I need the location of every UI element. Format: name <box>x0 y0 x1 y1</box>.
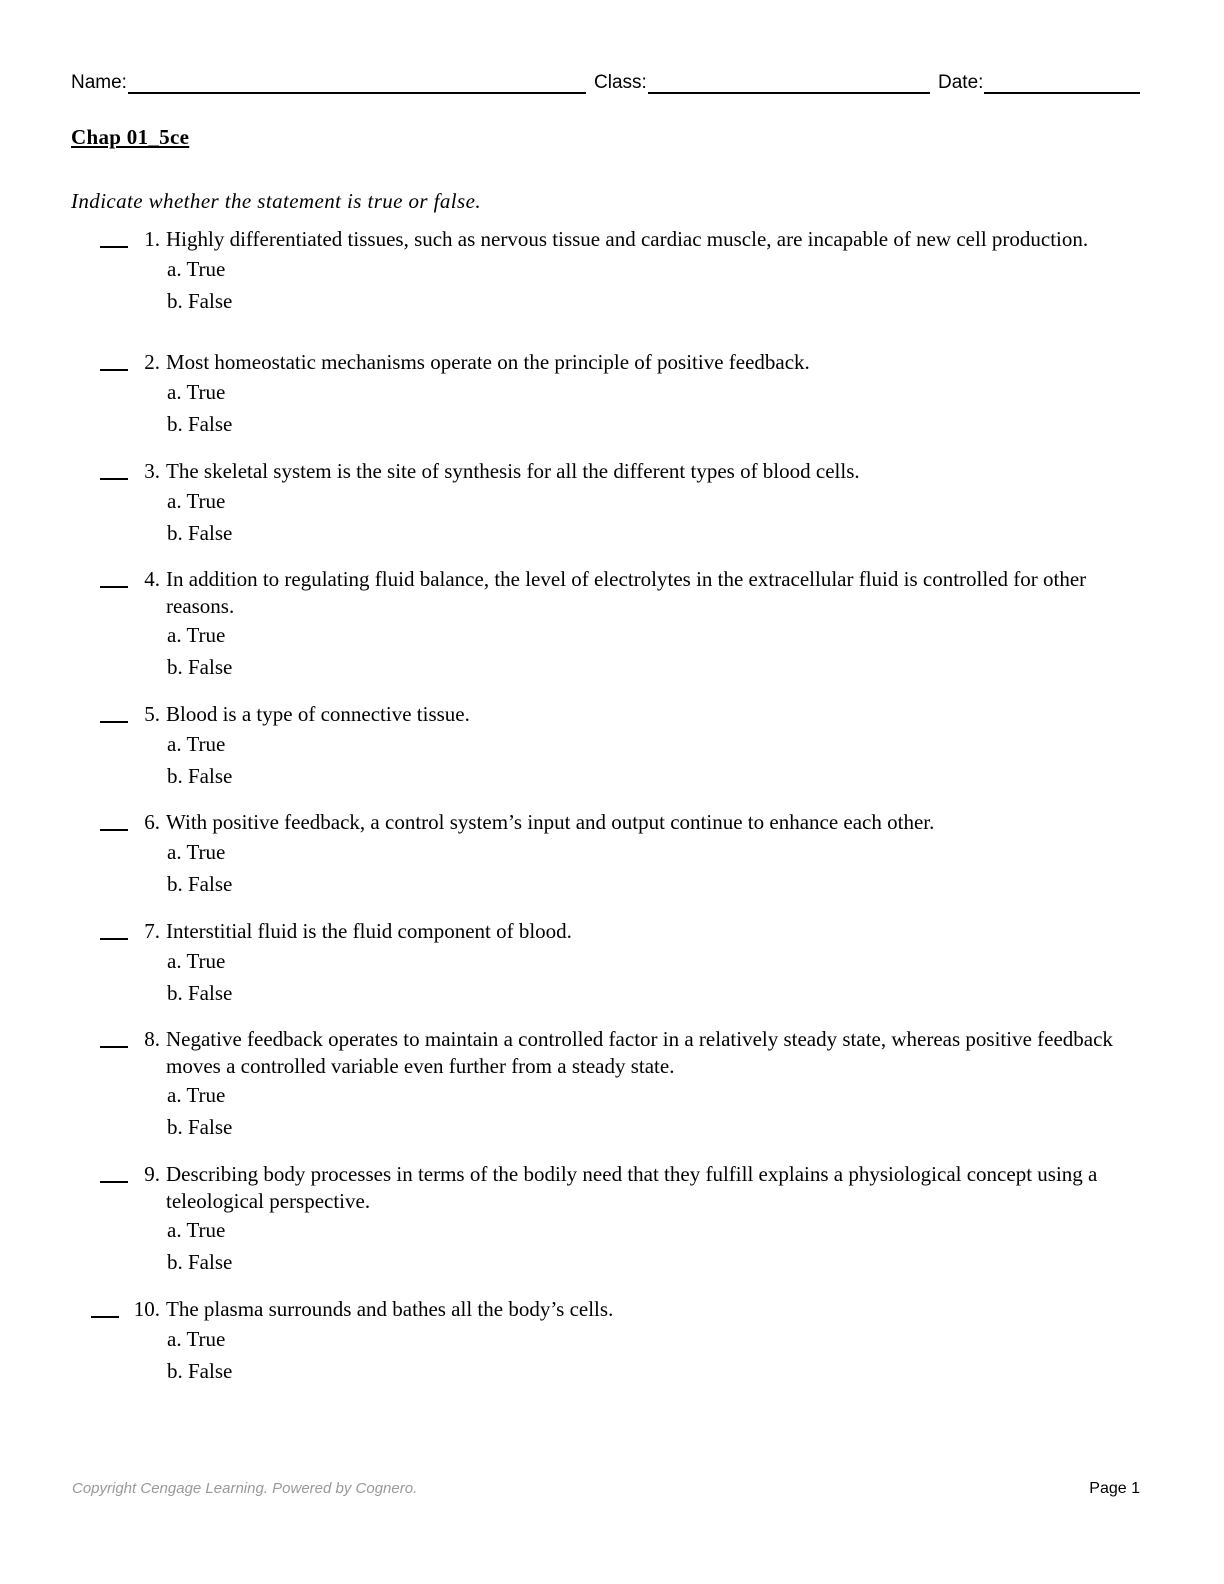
question-number: 2. <box>144 350 160 374</box>
option-false: b. False <box>167 872 233 896</box>
question-stem: The plasma surrounds and bathes all the body’s cells. <box>166 1297 614 1321</box>
question-number: 8. <box>144 1027 160 1051</box>
question-number: 3. <box>144 459 160 483</box>
name-line[interactable] <box>128 70 586 94</box>
question-stem: Highly differentiated tissues, such as nervous tissue and cardiac muscle, are incapable of new cell production. <box>166 227 1089 251</box>
option-true: a. True <box>167 489 226 513</box>
option-false: b. False <box>167 1359 233 1383</box>
header-fields <box>71 70 1141 100</box>
option-true: a. True <box>167 257 226 281</box>
option-false: b. False <box>167 289 233 313</box>
page-number: Page 1 <box>1089 1480 1140 1497</box>
name-field[interactable] <box>71 70 586 94</box>
question-number: 9. <box>144 1162 160 1186</box>
option-true: a. True <box>167 1083 226 1107</box>
question-stem: Interstitial fluid is the fluid component of blood. <box>166 919 572 943</box>
question-stem: Blood is a type of connective tissue. <box>166 702 470 726</box>
option-true: a. True <box>167 1218 226 1242</box>
option-false: b. False <box>167 764 233 788</box>
question-number: 1. <box>144 227 160 251</box>
class-field[interactable] <box>594 70 930 94</box>
date-label: Date: <box>938 72 984 93</box>
question-number: 10. <box>133 1297 160 1321</box>
instructions: Indicate whether the statement is true or false. <box>71 189 481 213</box>
option-true: a. True <box>167 380 226 404</box>
option-false: b. False <box>167 412 233 436</box>
question-number: 7. <box>144 919 160 943</box>
option-true: a. True <box>167 623 226 647</box>
question-number: 5. <box>144 702 160 726</box>
date-field[interactable] <box>938 70 1140 94</box>
option-false: b. False <box>167 655 233 679</box>
class-line[interactable] <box>648 70 930 94</box>
question-stem: Negative feedback operates to maintain a controlled factor in a relatively steady state, whereas positive feedback moves a controlled variable even further from a steady state. <box>166 1027 1113 1078</box>
option-true: a. True <box>167 840 226 864</box>
page-title: Chap 01_5ce <box>71 125 190 149</box>
option-false: b. False <box>167 1250 233 1274</box>
question-stem: In addition to regulating fluid balance, the level of electrolytes in the extracellular fluid is controlled for other reasons. <box>166 567 1087 618</box>
question-stem: Describing body processes in terms of the bodily need that they fulfill explains a physiological concept using a teleological perspective. <box>166 1162 1098 1213</box>
question-number: 6. <box>144 810 160 834</box>
option-true: a. True <box>167 732 226 756</box>
question-stem: With positive feedback, a control system’s input and output continue to enhance each other. <box>166 810 935 834</box>
option-true: a. True <box>167 1327 226 1351</box>
date-line[interactable] <box>984 70 1140 94</box>
copyright-footer: Copyright Cengage Learning. Powered by Cognero. <box>72 1480 418 1497</box>
option-false: b. False <box>167 981 233 1005</box>
name-label: Name: <box>71 72 127 93</box>
class-label: Class: <box>594 72 647 93</box>
question-stem: The skeletal system is the site of synthesis for all the different types of blood cells. <box>166 459 860 483</box>
option-false: b. False <box>167 521 233 545</box>
question-number: 4. <box>144 567 160 591</box>
question-stem: Most homeostatic mechanisms operate on the principle of positive feedback. <box>166 350 810 374</box>
option-false: b. False <box>167 1115 233 1139</box>
option-true: a. True <box>167 949 226 973</box>
